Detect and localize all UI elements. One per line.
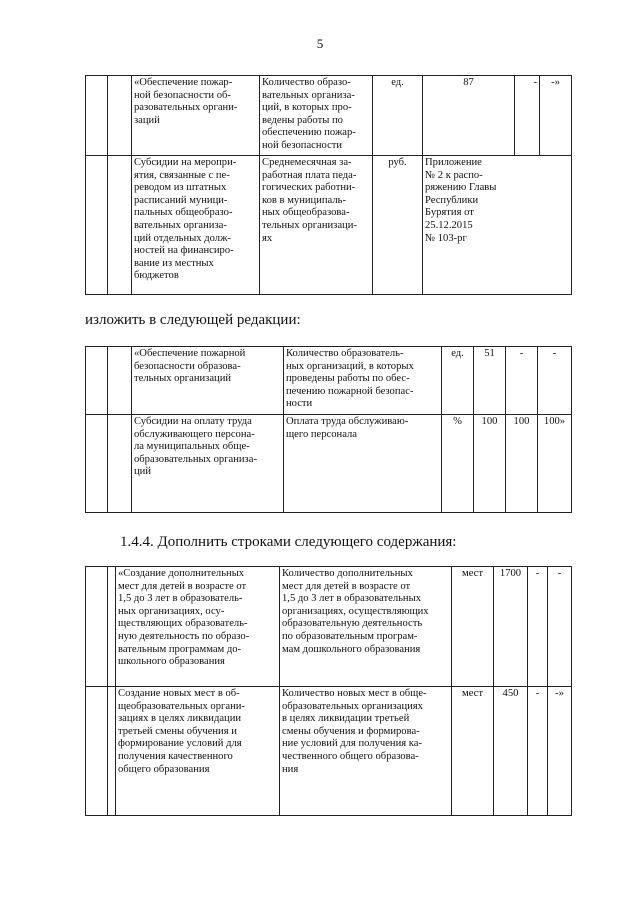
amend-phrase: изложить в следующей редакции: [85, 312, 301, 328]
unit-cell: ед. [442, 347, 474, 415]
empty-cell [108, 415, 132, 513]
measure-name-cell: «Обеспечение пожар- ной безопасности об- разовательных органи- заций [132, 76, 260, 156]
value-cell: - [528, 687, 548, 816]
empty-cell [108, 687, 116, 816]
table-new-wording [85, 346, 572, 513]
value-cell: 100 [474, 415, 506, 513]
value-cell: 87 [423, 76, 515, 156]
empty-cell [86, 415, 108, 513]
empty-cell [86, 567, 108, 687]
table-row [86, 347, 572, 415]
empty-cell [86, 156, 108, 295]
indicator-cell: Количество образо- вательных организа- ций, в которых про- ведены работы по обеспечению пожар- ной безопасности [260, 76, 373, 156]
indicator-cell: Среднемесячная за- работная плата педа- гогических работни- ков в муниципаль- ных общеобразова- тельных организаци- ях [260, 156, 373, 295]
measure-name-cell: Субсидии на оплату труда обслуживающего персона- ла муниципальных обще- образовательных организа- ций [132, 415, 284, 513]
measure-name-cell: «Создание дополнительных мест для детей в возрасте от 1,5 до 3 лет в образователь- ных организациях, осу- ществляющих образователь- ную деятельность по образо- вательным программам до- школьного образования [116, 567, 280, 687]
value-cell: -» [548, 687, 572, 816]
unit-cell: ед. [373, 76, 423, 156]
empty-cell [86, 687, 108, 816]
value-cell: -» [540, 76, 572, 156]
unit-cell: % [442, 415, 474, 513]
table-row [86, 415, 572, 513]
indicator-cell: Количество образователь- ных организаций, в которых проведены работы по обес- печению пожарной безопас- ности [284, 347, 442, 415]
empty-cell [108, 567, 116, 687]
value-cell: Приложение № 2 к распо- ряжению Главы Республики Бурятия от 25.12.2015 № 103-рг [423, 156, 572, 295]
value-cell: - [506, 347, 538, 415]
unit-cell: руб. [373, 156, 423, 295]
table-original [85, 75, 572, 295]
unit-cell: мест [452, 567, 494, 687]
empty-cell [86, 347, 108, 415]
indicator-cell: Оплата труда обслуживаю- щего персонала [284, 415, 442, 513]
measure-name-cell: Создание новых мест в об- щеобразовательных органи- зациях в целях ликвидации третьей смены обучения и формирование условий для получения качественного общего образования [116, 687, 280, 816]
empty-cell [108, 76, 132, 156]
empty-cell [86, 76, 108, 156]
value-cell: 1700 [494, 567, 528, 687]
table-row [86, 687, 572, 816]
table-row [86, 156, 572, 295]
value-cell: 100 [506, 415, 538, 513]
table-row [86, 567, 572, 687]
page-number: 5 [316, 36, 324, 51]
value-cell: - [515, 76, 540, 156]
value-cell: - [528, 567, 548, 687]
measure-name-cell: Субсидии на меропри- ятия, связанные с пе- реводом из штатных расписаний муници- пальных общеобразо- вательных организа- ций отдельных долж- ностей на финансиро- вание из местных бюджетов [132, 156, 260, 295]
indicator-cell: Количество новых мест в обще- образовательных организациях в целях ликвидации третьей смены обучения и формирова- ние условий для получения ка- чественного общего образова- ния [280, 687, 452, 816]
value-cell: 100» [538, 415, 572, 513]
section-heading: 1.4.4. Дополнить строками следующего содержания: [120, 534, 457, 550]
table-additions [85, 566, 572, 816]
value-cell: - [548, 567, 572, 687]
table-row [86, 76, 572, 156]
value-cell: 51 [474, 347, 506, 415]
empty-cell [108, 347, 132, 415]
value-cell: - [538, 347, 572, 415]
value-cell: 450 [494, 687, 528, 816]
empty-cell [108, 156, 132, 295]
indicator-cell: Количество дополнительных мест для детей в возрасте от 1,5 до 3 лет в образовательных организациях, осуществляющих образовательную деятельность по образовательным програм- мам дошкольного образования [280, 567, 452, 687]
measure-name-cell: «Обеспечение пожарной безопасности образова- тельных организаций [132, 347, 284, 415]
unit-cell: мест [452, 687, 494, 816]
